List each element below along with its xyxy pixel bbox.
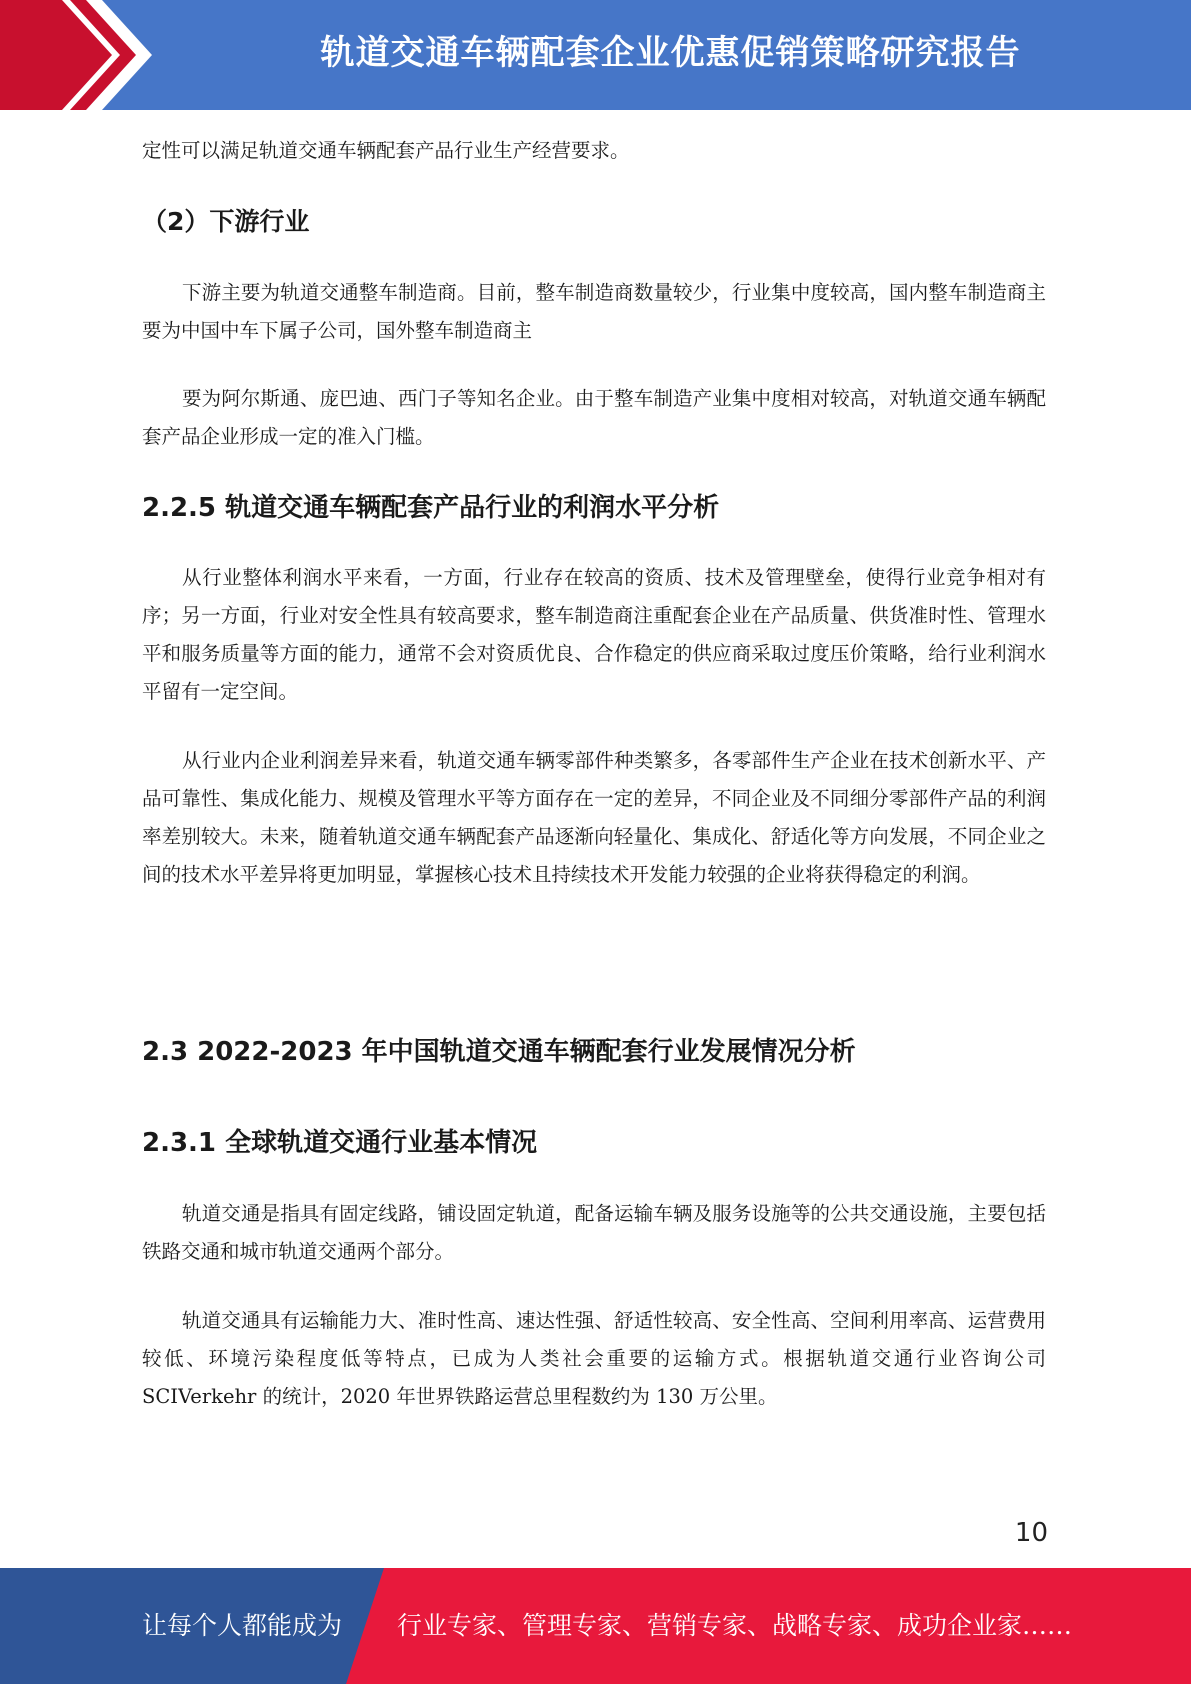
footer-slogan-right: 行业专家、管理专家、营销专家、战略专家、成功企业家…… — [397, 1611, 1073, 1640]
heading-downstream: （2）下游行业 — [142, 207, 310, 236]
paragraph-profit-1: 从行业整体利润水平来看，一方面，行业存在较高的资质、技术及管理壁垒，使得行业竞争相对有序；另一方面，行业对安全性具有较高要求，整车制造商注重配套企业在产品质量、供货准时性、管理水平和服务质量等方面的能力，通常不会对资质优良、合作稳定的供应商采取过度压价策略，给行业利润水平留有一定空间。 — [142, 566, 1046, 703]
paragraph-continued: 定性可以满足轨道交通车辆配套产品行业生产经营要求。 — [142, 139, 630, 162]
report-title: 轨道交通车辆配套企业优惠促销策略研究报告 — [320, 33, 1021, 73]
heading-2-2-5: 2.2.5 轨道交通车辆配套产品行业的利润水平分析 — [142, 493, 720, 523]
paragraph-downstream-2: 要为阿尔斯通、庞巴迪、西门子等知名企业。由于整车制造产业集中度相对较高，对轨道交通车辆配套产品企业形成一定的准入门槛。 — [142, 387, 1046, 448]
paragraph-profit-2: 从行业内企业利润差异来看，轨道交通车辆零部件种类繁多，各零部件生产企业在技术创新水平、产品可靠性、集成化能力、规模及管理水平等方面存在一定的差异，不同企业及不同细分零部件产品的利润率差别较大。未来，随着轨道交通车辆配套产品逐渐向轻量化、集成化、舒适化等方向发展，不同企业之间的技术水平差异将更加明显，掌握核心技术且持续技术开发能力较强的企业将获得稳定的利润。 — [142, 749, 1046, 886]
paragraph-rail-1: 轨道交通是指具有固定线路，铺设固定轨道，配备运输车辆及服务设施等的公共交通设施，主要包括铁路交通和城市轨道交通两个部分。 — [142, 1202, 1046, 1263]
header-arrow-icon — [0, 0, 160, 110]
heading-2-3: 2.3 2022-2023 年中国轨道交通车辆配套行业发展情况分析 — [142, 1037, 856, 1067]
page-number: 10 — [1014, 1518, 1048, 1548]
page-footer — [0, 1568, 1191, 1684]
paragraph-downstream-1: 下游主要为轨道交通整车制造商。目前，整车制造商数量较少，行业集中度较高，国内整车制造商主要为中国中车下属子公司，国外整车制造商主 — [142, 281, 1046, 342]
page-header — [0, 0, 1191, 110]
heading-2-3-1: 2.3.1 全球轨道交通行业基本情况 — [142, 1128, 538, 1158]
footer-slogan-left: 让每个人都能成为 — [142, 1611, 343, 1640]
paragraph-rail-2: 轨道交通具有运输能力大、准时性高、速达性强、舒适性较高、安全性高、空间利用率高、运营费用较低、环境污染程度低等特点，已成为人类社会重要的运输方式。根据轨道交通行业咨询公司 SCIVerkehr 的统计，2020 年世界铁路运营总里程数约为 130 万公里。 — [142, 1309, 1046, 1408]
